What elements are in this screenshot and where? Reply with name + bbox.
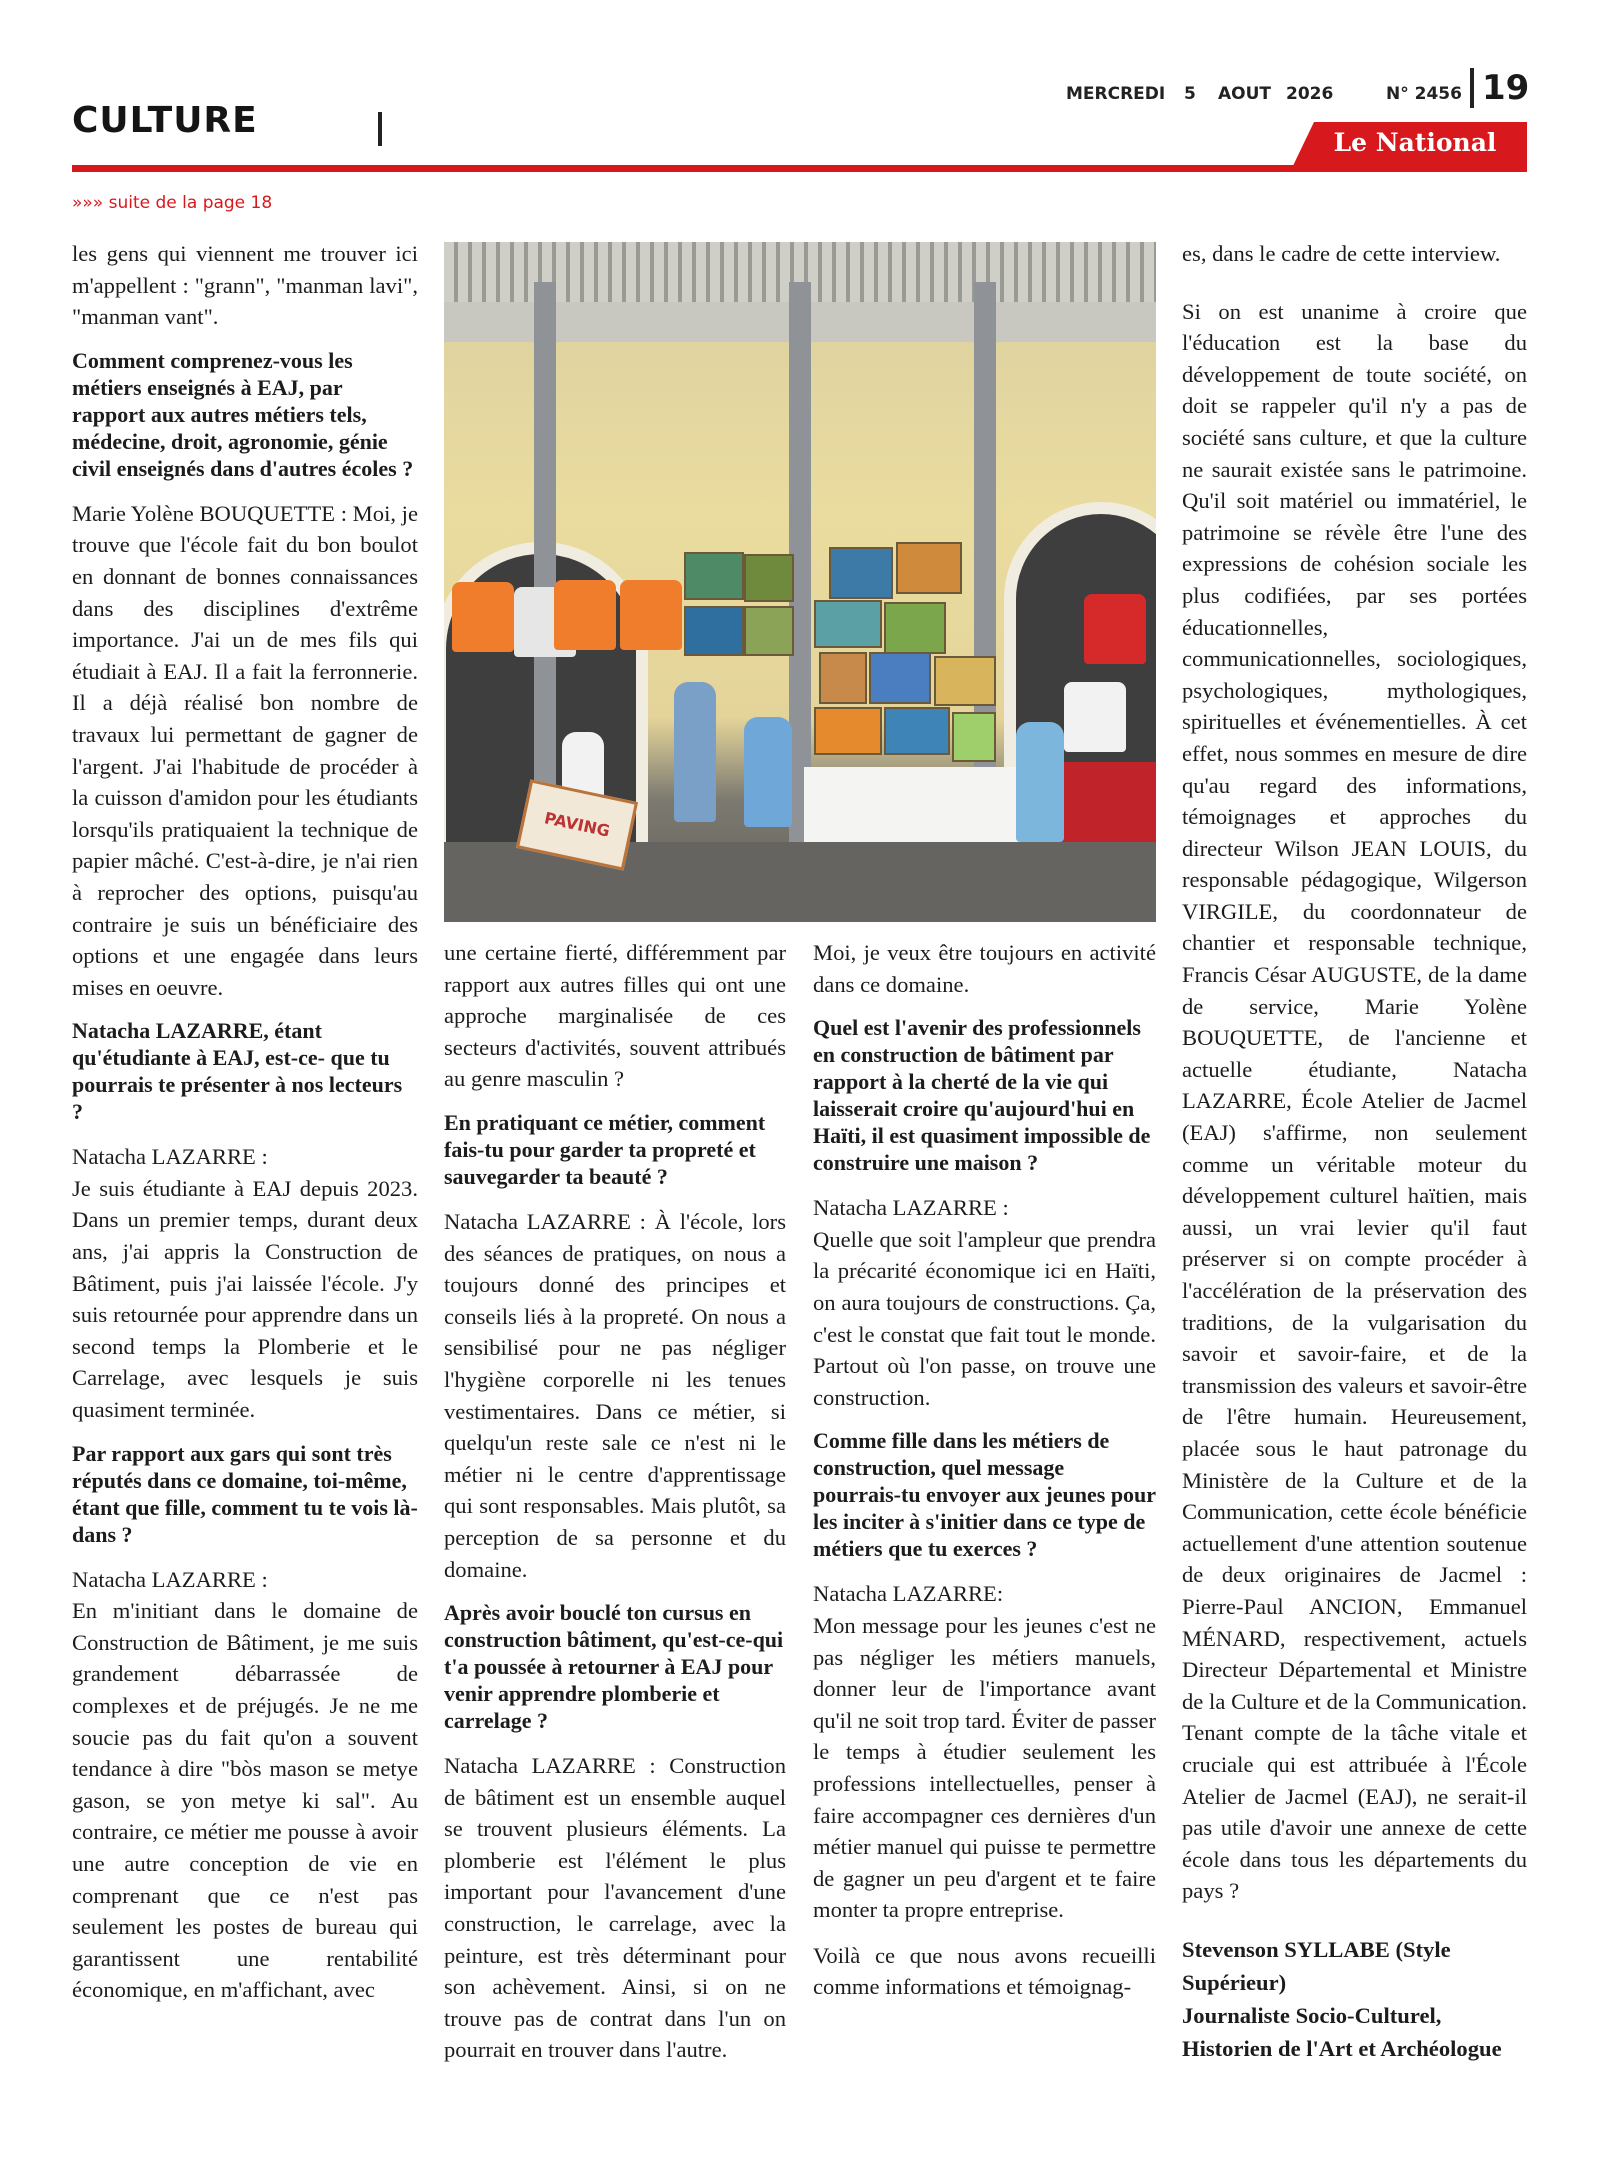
section-title: CULTURE: [72, 100, 258, 141]
date-day: MERCREDI: [1066, 84, 1166, 104]
article-column-1: [72, 238, 418, 2020]
photo-painting: [814, 600, 882, 648]
continued-from-link[interactable]: »»» suite de la page 18: [72, 193, 273, 213]
interview-question: En pratiquant ce métier, comment fais-tu pour garder ta propreté et sauvegarder ta beauté ?: [444, 1109, 766, 1189]
speaker-label: Natacha LAZARRE :: [72, 1566, 268, 1592]
photo-person: [1016, 722, 1064, 842]
speaker-label: Natacha LAZARRE :: [72, 1144, 268, 1170]
author-title: Journaliste Socio-Culturel, Historien de l'Art et Archéologue: [1182, 2002, 1502, 2061]
article-photo: [444, 242, 1156, 922]
photo-painting: [684, 552, 744, 600]
photo-person: [744, 717, 792, 827]
photo-painting: [884, 707, 950, 755]
article-column-4: [1182, 238, 1527, 2065]
date-month: AOUT: [1218, 84, 1272, 104]
photo-shirt: [1084, 594, 1146, 664]
paragraph: Moi, je veux être toujours en activité dans ce domaine.: [813, 940, 1156, 997]
paragraph: Je suis étudiante à EAJ depuis 2023. Dans un premier temps, durant deux ans, j'ai appris la Construction de Bâtiment, puis j'ai laissée l'école. J'y suis retournée pour apprendre dans un second temps la Plomberie et le Carrelage, avec lesquels je suis quasiment terminée.: [72, 1175, 418, 1423]
photo-shirt: [554, 580, 616, 650]
section-divider: [378, 112, 382, 146]
photo-painting: [869, 652, 931, 704]
interview-question: Par rapport aux gars qui sont très réputés dans ce domaine, toi-même, étant que fille, comment tu te vois là-dans ?: [72, 1440, 418, 1547]
photo-painting: [744, 606, 794, 656]
date-number: 5: [1184, 84, 1196, 104]
photo-painting: [744, 554, 794, 602]
paragraph: Marie Yolène BOUQUETTE : Moi, je trouve que l'école fait du bon boulot en donnant de bonnes connaissances dans des disciplines d'extrême importance. J'ai un de mes fils qui étudiait à EAJ. Il a fait la ferronnerie. Il a déjà réalisé bon nombre de travaux lui permettant de gagner de l'argent. J'ai l'habitude de procéder à la cuisson d'amidon pour les étudiants lorsqu'ils pratiquaient la technique de papier mâché. C'est-à-dire, je n'ai rien à reprocher des options, puisqu'au contraire je suis un bénéficiaire des options et une engagée dans leurs mises en oeuvre.: [72, 500, 418, 1000]
photo-painting: [829, 547, 893, 599]
photo-painting: [814, 707, 882, 755]
interview-question: Quel est l'avenir des professionnels en construction de bâtiment par rapport à la cherté de la vie qui laisserait croire qu'aujourd'hui en Haïti, il est quasiment impossible de construire une maison ?: [813, 1015, 1151, 1176]
paragraph: En m'initiant dans le domaine de Construction de Bâtiment, je me suis grandement débarrassée de complexes et de préjugés. Je ne me soucie pas du fait qu'on a souvent tendance à dire "bòs mason se metye gason, se yon metye ki sal". Au contraire, ce métier me pousse à avoir une autre conception de vie en comprenant que ce n'est pas seulement les postes de bureau qui garantissent une rentabilité économique, en m'affichant, avec: [72, 1598, 418, 2003]
paragraph: une certaine fierté, différemment par rapport aux autres filles qui ont une approche marginalisée de ces secteurs d'activités, souvent attribués au genre masculin ?: [444, 940, 786, 1092]
photo-stall-table: [804, 767, 1024, 847]
page-number: 19: [1482, 68, 1530, 108]
paragraph: Quelle que soit l'ampleur que prendra la précarité économique ici en Haïti, on aura toujours de constructions. Ça, c'est le constat que fait tout le monde. Partout où l'on passe, on trouve une construction.: [813, 1226, 1156, 1410]
paragraph: Natacha LAZARRE : À l'école, lors des séances de pratiques, on nous a toujours donné des principes et conseils liés à la propreté. On nous a sensibilisé pour ne pas négliger l'hygiène corporelle ni les tenues vestimentaires. Dans ce métier, si quelqu'un reste sale ce n'est ni le métier ni le centre d'apprentissage qui sont responsables. Mais plutôt, sa perception de sa personne et du domaine.: [444, 1208, 786, 1582]
photo-painting: [819, 652, 867, 704]
article-column-3: [813, 937, 1156, 2017]
speaker-label: Natacha LAZARRE:: [813, 1581, 1004, 1607]
page-divider: [1470, 68, 1474, 108]
photo-shirt: [452, 582, 514, 652]
issue-number: N° 2456: [1386, 84, 1462, 104]
photo-person: [674, 682, 716, 822]
photo-shirt: [620, 580, 682, 650]
photo-painting: [884, 602, 946, 654]
photo-painting: [934, 656, 996, 706]
interview-question: Comment comprenez-vous les métiers enseignés à EAJ, par rapport aux autres métiers tels, médecine, droit, agronomie, génie civil enseignés dans d'autres écoles ?: [72, 347, 414, 481]
paragraph: Mon message pour les jeunes c'est ne pas négliger les métiers manuels, donner leur de l'importance avant qu'il ne soit trop tard. Éviter de passer le temps à étudier seulement les professions intellectuelles, penser à faire accompagner ces dernières d'un métier manuel qui puisse te permettre de gagner un peu d'argent et te faire monter ta propre entreprise.: [813, 1612, 1156, 1923]
photo-sign-text: PAVING: [542, 808, 612, 841]
paragraph: les gens qui viennent me trouver ici m'appellent : "grann", "manman lavi", "manman vant".: [72, 241, 418, 330]
article-column-2: [444, 937, 786, 2080]
photo-painting: [896, 542, 962, 594]
author-name: Stevenson SYLLABE (Style Supérieur): [1182, 1936, 1451, 1995]
brand-name: Le National: [1333, 128, 1497, 157]
photo-shirt: [1064, 682, 1126, 752]
photo-painting: [952, 712, 996, 762]
date-year: 2026: [1286, 84, 1334, 104]
paragraph: Si on est unanime à croire que l'éducation est la base du développement de toute société, on doit se rappeler qu'il n'y a pas de société sans culture, et que la culture ne saurait existée sans le patrimoine. Qu'il soit matériel ou immatériel, le patrimoine se révèle être l'une des expressions de cohésion sociale les plus codifiées, par ses portées éducationnelles, communicationnelles, sociologiques, psychologiques, mythologiques, spirituelles et événementielles. À cet effet, nous sommes en mesure de dire qu'au regard des informations, témoignages et approches du directeur Wilson JEAN LOUIS, du responsable pédagogique, Wilgerson VIRGILE, du coordonnateur de chantier et responsable technique, Francis César AUGUSTE, de la dame de service, Marie Yolène BOUQUETTE, de l'ancienne et actuelle étudiante, Natacha LAZARRE, École Atelier de Jacmel (EAJ) s'affirme, non seulement comme un véritable moteur du développement culturel haïtien, mais aussi, un vrai levier qu'il faut préserver si on compte procéder à l'accélération de la préservation des traditions, de la vulgarisation du savoir et savoir-faire, et de la transmission des valeurs et savoir-être de l'être humain. Heureusement, placée sous le haut patronage du Ministère de la Culture et de la Communication, cette école bénéficie actuellement d'une attention soutenue de deux originaires de Jacmel : Pierre-Paul ANCION, Emmanuel MÉNARD, respectivement, actuels Directeur Départemental et Ministre de la Culture et de la Communication. Tenant compte de la tâche vitale et cruciale qui est attribuée à l'École Atelier de Jacmel (EAJ), ne serait-il pas utile d'avoir une annexe de cette école dans tous les départements du pays ?: [1182, 298, 1527, 1904]
interview-question: Natacha LAZARRE, étant qu'étudiante à EAJ, est-ce- que tu pourrais te présenter à nos lecteurs ?: [72, 1018, 403, 1125]
speaker-label: Natacha LAZARRE :: [813, 1195, 1009, 1221]
header-rule: [72, 165, 1527, 172]
paragraph: Natacha LAZARRE : Construction de bâtiment est un ensemble auquel se trouvent plusieurs éléments. La plomberie est l'élément le plus important pour l'avancement d'une construction, le carrelage, avec la peinture, est très déterminant pour son achèvement. Ainsi, si on ne trouve pas de contrat dans l'un on pourrait en trouver dans l'autre.: [444, 1753, 786, 2063]
interview-question: Comme fille dans les métiers de construction, quel message pourrais-tu envoyer aux jeunes pour les inciter à s'initier dans ce type de métiers que tu exerces ?: [813, 1428, 1156, 1562]
photo-painting: [684, 606, 744, 656]
interview-question: Après avoir bouclé ton cursus en construction bâtiment, qu'est-ce-qui t'a poussée à retourner à EAJ pour venir apprendre plomberie et carrelage ?: [444, 1600, 784, 1734]
paragraph: Voilà ce que nous avons recueilli comme informations et témoignag-: [813, 1942, 1156, 2000]
paragraph: es, dans le cadre de cette interview.: [1182, 241, 1501, 266]
